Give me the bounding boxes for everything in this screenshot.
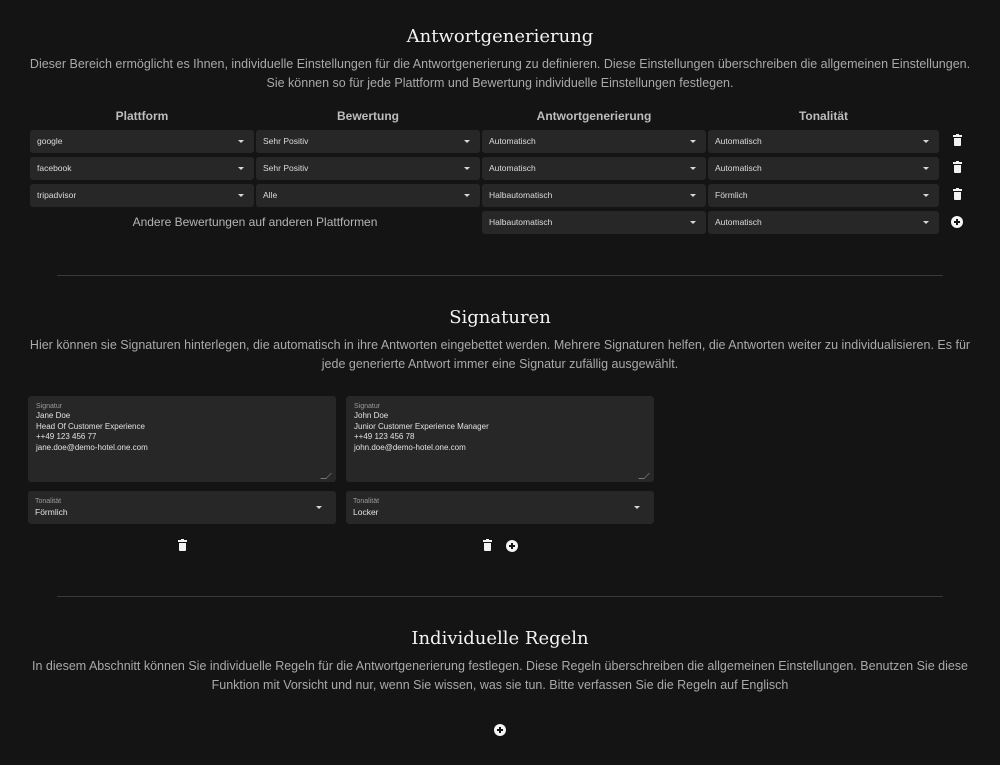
delete-row-button[interactable]: [950, 134, 964, 148]
other-generation-select[interactable]: [482, 211, 706, 234]
section-divider: [57, 275, 943, 276]
signature-text: Jane Doe Head Of Customer Experience ++49 123 456 77 jane.doe@demo-hotel.one.com: [36, 411, 148, 452]
add-signature-button[interactable]: [505, 539, 519, 553]
chevron-down-icon: [923, 140, 929, 143]
platform-select[interactable]: [30, 157, 254, 180]
chevron-down-icon: [690, 167, 696, 170]
signatures-title: Signaturen: [449, 307, 551, 328]
chevron-down-icon: [238, 167, 244, 170]
signature-tonality-select[interactable]: [346, 491, 654, 524]
add-row-button[interactable]: [950, 215, 964, 229]
column-header-tonality: Tonalität: [798, 109, 849, 123]
platform-select[interactable]: [30, 184, 254, 207]
rating-select-value: Alle: [263, 190, 278, 200]
rating-select[interactable]: [256, 130, 480, 153]
signature-text: John Doe Junior Customer Experience Manager ++49 123 456 78 john.doe@demo-hotel.one.com: [354, 411, 489, 452]
delete-row-button[interactable]: [950, 161, 964, 175]
generation-select-value: Automatisch: [489, 163, 536, 173]
trash-icon: [953, 135, 962, 146]
tonality-select[interactable]: [708, 184, 939, 207]
trash-icon: [953, 162, 962, 173]
chevron-down-icon: [690, 194, 696, 197]
chevron-down-icon: [923, 221, 929, 224]
chevron-down-icon: [923, 194, 929, 197]
chevron-down-icon: [690, 140, 696, 143]
chevron-down-icon: [690, 221, 696, 224]
generation-select-value: Automatisch: [489, 136, 536, 146]
platform-select-value: tripadvisor: [37, 190, 77, 200]
delete-signature-button[interactable]: [175, 539, 189, 553]
generation-select[interactable]: [482, 130, 706, 153]
signatures-description: Hier können sie Signaturen hinterlegen, die automatisch in ihre Antworten eingebettet werden. Mehrere Signaturen helfen, die Antworten weiter zu individualisieren. Es für jede generierte Antwort immer eine Signatur zufällig ausgewählt.: [29, 338, 971, 371]
add-circle-icon: [494, 724, 506, 736]
signature-tonality-select[interactable]: [28, 491, 336, 524]
platform-select-value: google: [37, 136, 63, 146]
rating-select[interactable]: [256, 157, 480, 180]
tonality-select-value: Automatisch: [715, 217, 762, 227]
response-generation-description: Dieser Bereich ermöglicht es Ihnen, individuelle Einstellungen für die Antwortgenerierung zu definieren. Diese Einstellungen überschreiben die allgemeinen Einstellungen. Sie können so für jede Plattform und Bewertung individuelle Einstellungen festlegen.: [29, 57, 971, 90]
generation-select[interactable]: [482, 184, 706, 207]
generation-select-value: Halbautomatisch: [489, 190, 553, 200]
trash-icon: [178, 540, 187, 551]
custom-rules-description: In diesem Abschnitt können Sie individuelle Regeln für die Antwortgenerierung festlegen. Diese Regeln überschreiben die allgemeinen Einstellungen. Benutzen Sie diese Funktion mit Vorsicht und nur, wenn Sie wissen, was sie tun. Bitte verfassen Sie die Regeln auf Englisch: [31, 659, 969, 692]
tonality-select[interactable]: [708, 157, 939, 180]
tonality-label: Tonalität: [35, 498, 62, 505]
add-rule-button[interactable]: [493, 723, 507, 737]
chevron-down-icon: [464, 140, 470, 143]
column-header-rating: Bewertung: [336, 109, 399, 123]
platform-select[interactable]: [30, 130, 254, 153]
section-divider: [57, 596, 943, 597]
other-platforms-label: Andere Bewertungen auf anderen Plattformen: [132, 215, 378, 229]
signature-textarea[interactable]: [346, 396, 654, 482]
tonality-select-value: Automatisch: [715, 163, 762, 173]
tonality-select-value: Förmlich: [715, 190, 748, 200]
generation-select[interactable]: [482, 157, 706, 180]
chevron-down-icon: [923, 167, 929, 170]
add-circle-icon: [951, 216, 963, 228]
resize-handle-icon[interactable]: [320, 473, 332, 479]
rating-select-value: Sehr Positiv: [263, 136, 309, 146]
rating-select[interactable]: [256, 184, 480, 207]
tonality-value: Förmlich: [35, 507, 68, 517]
tonality-label: Tonalität: [353, 498, 380, 505]
other-tonality-select[interactable]: [708, 211, 939, 234]
trash-icon: [483, 540, 492, 551]
chevron-down-icon: [464, 194, 470, 197]
column-header-platform: Plattform: [115, 109, 169, 123]
chevron-down-icon: [238, 140, 244, 143]
response-generation-title: Antwortgenerierung: [406, 26, 594, 47]
custom-rules-title: Individuelle Regeln: [411, 628, 589, 649]
platform-select-value: facebook: [37, 163, 72, 173]
tonality-value: Locker: [353, 507, 379, 517]
signature-label: Signatur: [36, 403, 63, 410]
tonality-select-value: Automatisch: [715, 136, 762, 146]
add-circle-icon: [506, 540, 518, 552]
signature-textarea[interactable]: [28, 396, 336, 482]
rating-select-value: Sehr Positiv: [263, 163, 309, 173]
trash-icon: [953, 189, 962, 200]
chevron-down-icon: [464, 167, 470, 170]
chevron-down-icon: [634, 506, 640, 509]
delete-signature-button[interactable]: [480, 539, 494, 553]
column-header-generation: Antwortgenerierung: [536, 109, 652, 123]
generation-select-value: Halbautomatisch: [489, 217, 553, 227]
chevron-down-icon: [238, 194, 244, 197]
resize-handle-icon[interactable]: [638, 473, 650, 479]
delete-row-button[interactable]: [950, 188, 964, 202]
tonality-select[interactable]: [708, 130, 939, 153]
chevron-down-icon: [316, 506, 322, 509]
signature-label: Signatur: [354, 403, 381, 410]
